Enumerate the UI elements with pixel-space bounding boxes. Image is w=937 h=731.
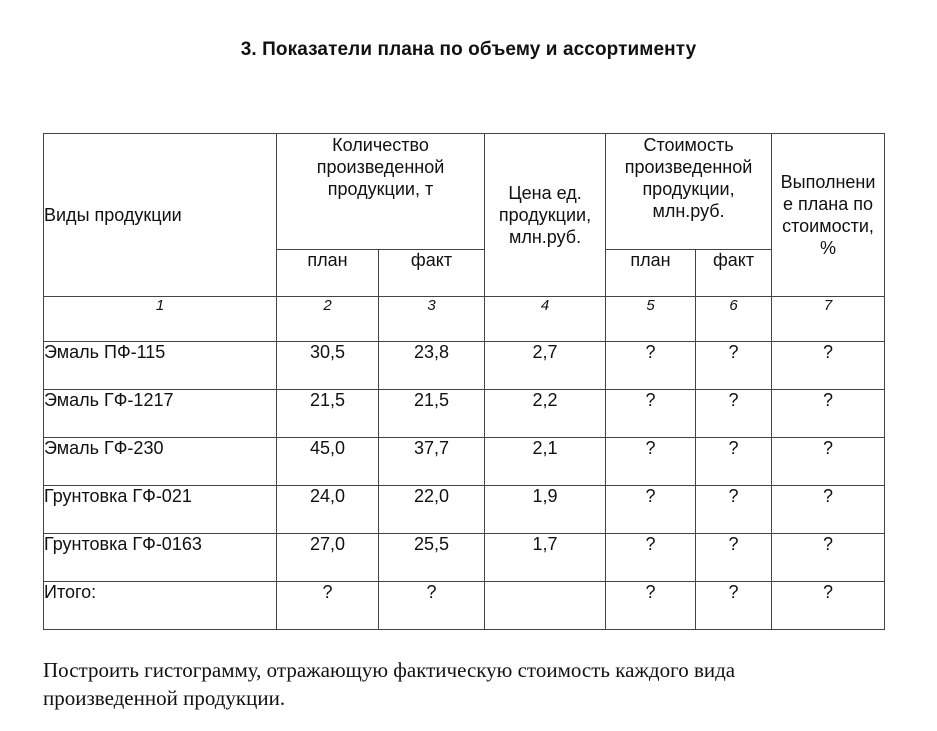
task-instruction-line2: произведенной продукции. [43,686,286,710]
cost-fact-cell: ? [696,534,772,582]
header-cost-plan: план [606,250,696,297]
column-number: 4 [485,297,606,342]
header-cost-line1: Стоимость [643,135,734,155]
header-cost-line4: млн.руб. [652,201,725,221]
qty-plan-cell: 24,0 [277,486,379,534]
header-qty-plan: план [277,250,379,297]
column-number: 5 [606,297,696,342]
product-name-cell: Эмаль ГФ-1217 [44,390,277,438]
task-instruction [43,656,903,712]
price-cell: 2,1 [485,438,606,486]
header-quantity [277,134,485,250]
qty-fact-cell: 37,7 [379,438,485,486]
completion-cell: ? [772,486,885,534]
price-cell [485,582,606,630]
completion-cell: ? [772,390,885,438]
product-name-cell: Итого: [44,582,277,630]
qty-fact-cell: 22,0 [379,486,485,534]
column-number: 7 [772,297,885,342]
price-cell: 1,9 [485,486,606,534]
task-instruction-line1: Построить гистограмму, отражающую фактическую стоимость каждого вида [43,658,736,682]
header-completion-line4: % [820,238,837,258]
header-cost-fact: факт [696,250,772,297]
cost-plan-cell: ? [606,390,696,438]
header-cost-line3: продукции, [642,179,735,199]
product-name-cell: Грунтовка ГФ-021 [44,486,277,534]
qty-plan-cell: 21,5 [277,390,379,438]
price-cell: 1,7 [485,534,606,582]
qty-fact-cell: ? [379,582,485,630]
qty-plan-cell: 45,0 [277,438,379,486]
cost-plan-cell: ? [606,486,696,534]
cost-fact-cell: ? [696,390,772,438]
header-completion [772,134,885,297]
cost-fact-cell: ? [696,582,772,630]
header-cost [606,134,772,250]
price-cell: 2,2 [485,390,606,438]
table-row [44,438,885,486]
header-quantity-line3: продукции, т [327,179,434,199]
qty-fact-cell: 25,5 [379,534,485,582]
header-price [485,134,606,297]
header-price-line3: млн.руб. [508,227,582,247]
product-name-cell: Эмаль ПФ-115 [44,342,277,390]
qty-plan-cell: 27,0 [277,534,379,582]
plan-indicators-table [43,133,885,630]
cost-fact-cell: ? [696,486,772,534]
column-number: 1 [44,297,277,342]
completion-cell: ? [772,342,885,390]
header-price-line2: продукции, [498,205,592,225]
header-qty-fact: факт [379,250,485,297]
column-number: 2 [277,297,379,342]
cost-plan-cell: ? [606,582,696,630]
header-completion-line2: е плана по [783,194,874,214]
column-number: 3 [379,297,485,342]
table-row [44,390,885,438]
header-row-main [44,134,885,250]
completion-cell: ? [772,582,885,630]
qty-fact-cell: 21,5 [379,390,485,438]
header-price-line1: Цена ед. [508,183,582,203]
column-number: 6 [696,297,772,342]
qty-plan-cell: 30,5 [277,342,379,390]
completion-cell: ? [772,438,885,486]
header-completion-line3: стоимости, [782,216,874,236]
column-number-row [44,297,885,342]
completion-cell: ? [772,534,885,582]
product-name-cell: Эмаль ГФ-230 [44,438,277,486]
cost-fact-cell: ? [696,438,772,486]
header-quantity-line1: Количество [332,135,429,155]
product-name-cell: Грунтовка ГФ-0163 [44,534,277,582]
cost-fact-cell: ? [696,342,772,390]
table-row [44,342,885,390]
total-row [44,582,885,630]
table-row [44,534,885,582]
price-cell: 2,7 [485,342,606,390]
cost-plan-cell: ? [606,534,696,582]
cost-plan-cell: ? [606,342,696,390]
header-quantity-line2: произведенной [316,157,445,177]
table-row [44,486,885,534]
header-cost-line2: произведенной [624,157,753,177]
cost-plan-cell: ? [606,438,696,486]
page-title: 3. Показатели плана по объему и ассортименту [240,39,697,60]
qty-plan-cell: ? [277,582,379,630]
header-completion-line1: Выполнени [780,172,876,192]
qty-fact-cell: 23,8 [379,342,485,390]
header-product-types: Виды продукции [44,134,277,297]
